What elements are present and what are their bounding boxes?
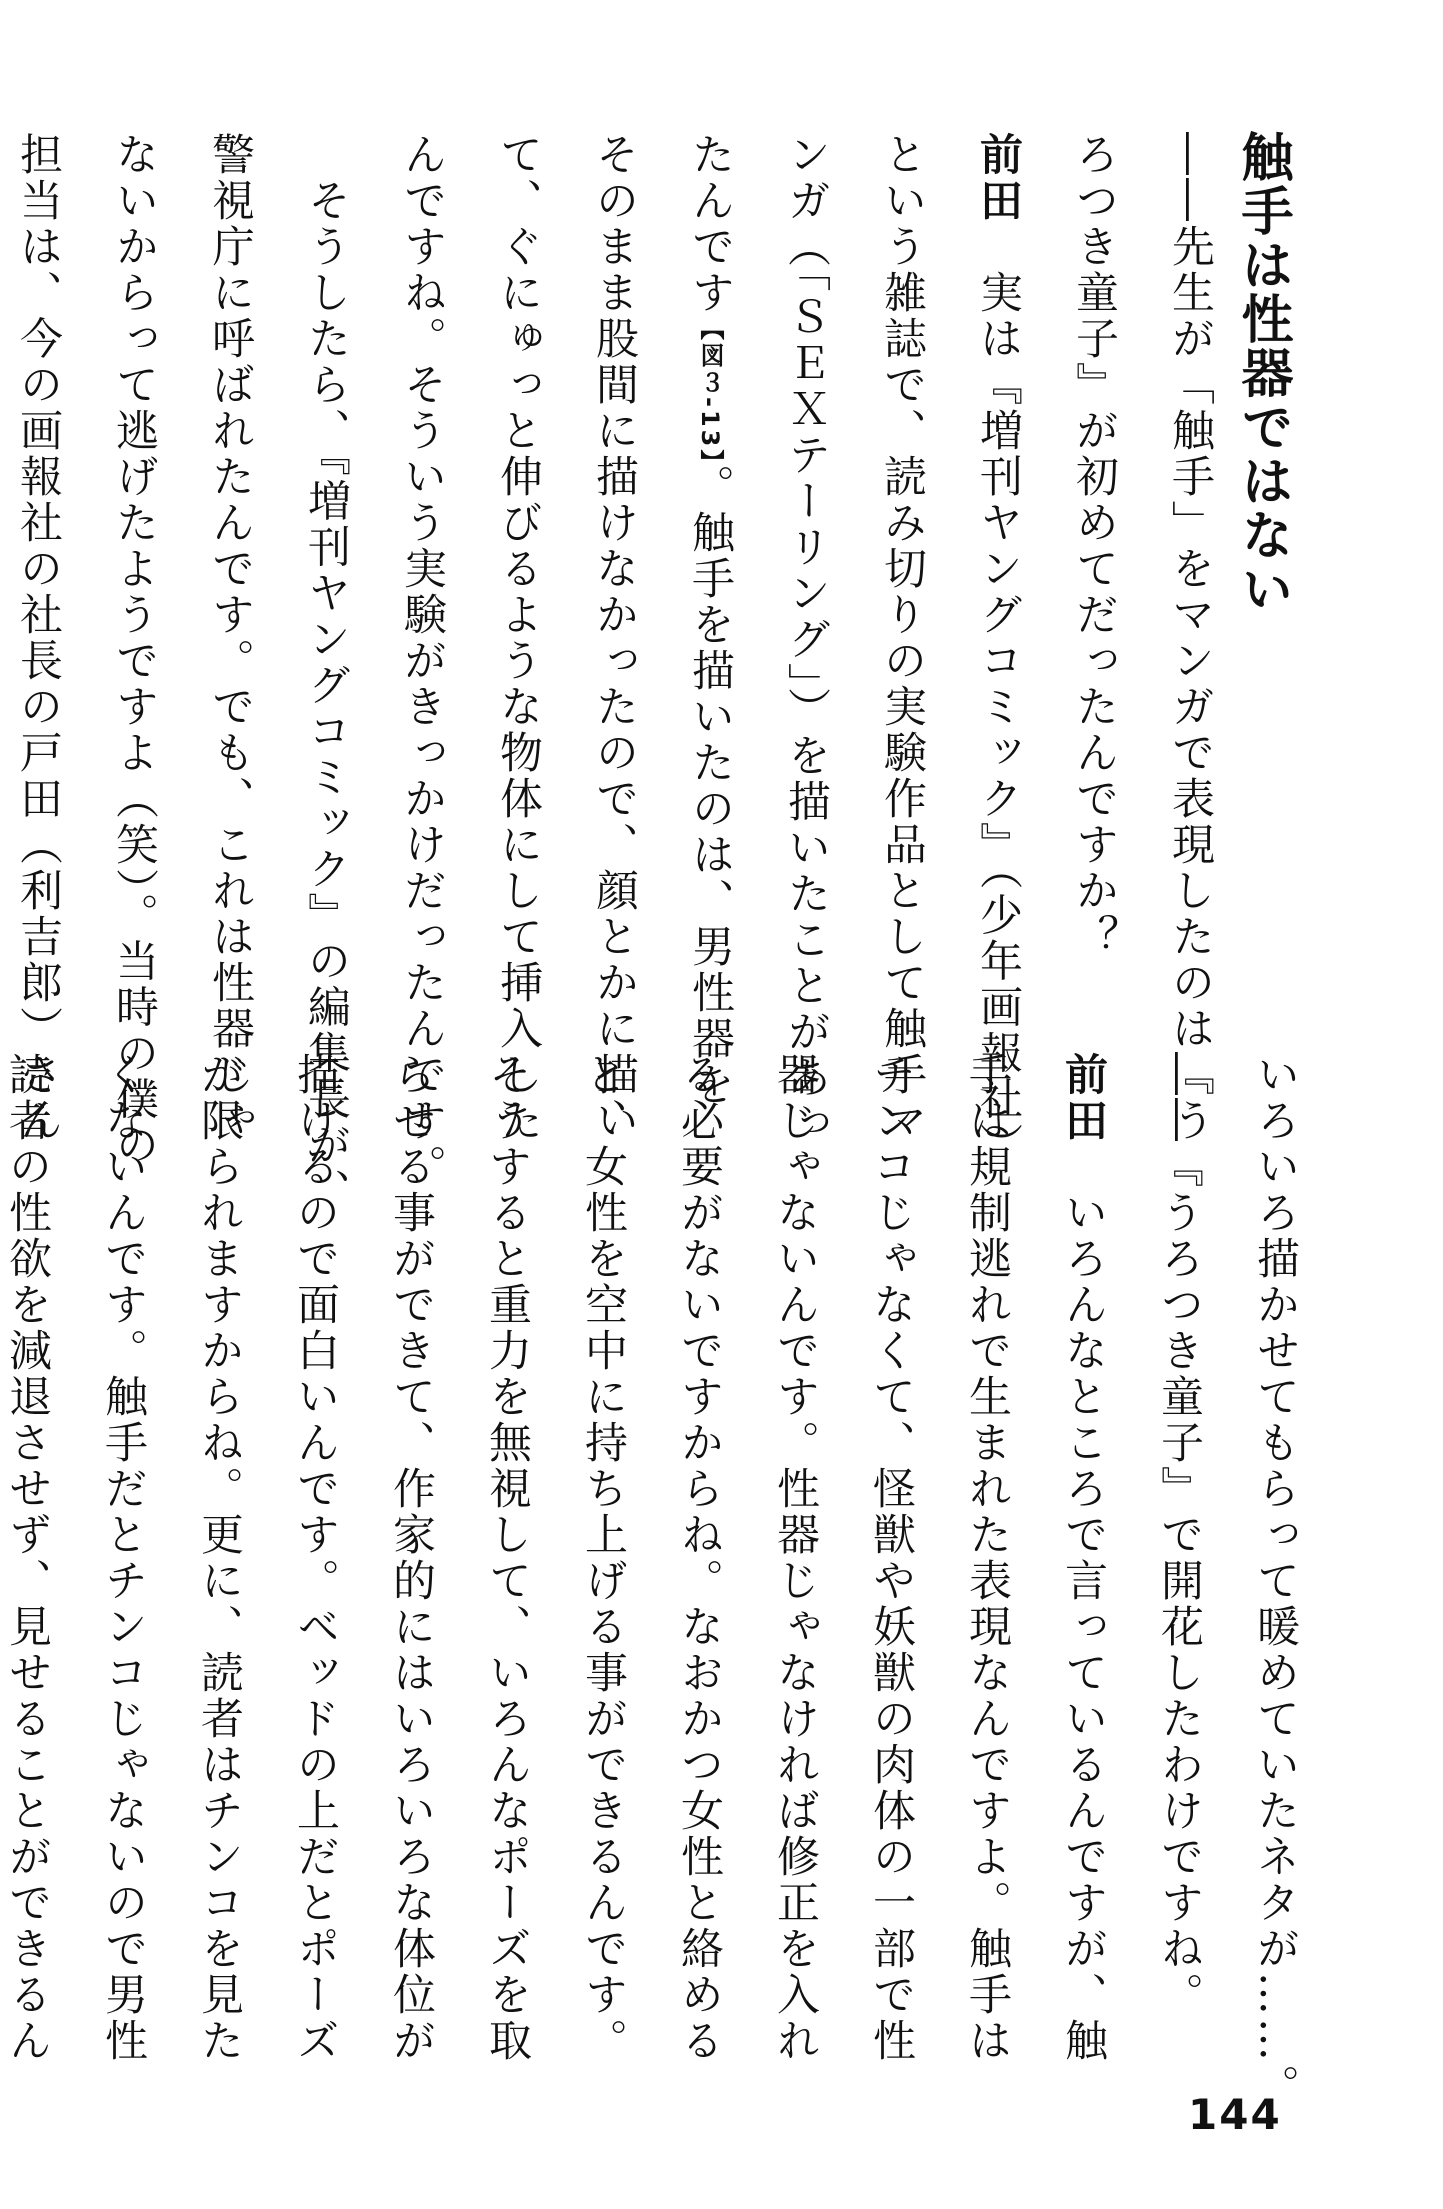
column-text: いろいろ描かせてもらって暖めていたネタが……。 [1250,1052,1300,2110]
column-text: んですね。そういう実験がきっかけだったんです。 [397,132,447,1190]
column-text: 実は『増刊ヤングコミック』（少年画報社） [973,224,1023,1169]
column-text: いろんなところで言っているんですが、触 [1058,1144,1108,2064]
column-text: ンガ（「ＳＥＸテーリング」）を描いたことがあっ [781,132,831,1147]
text-column [747,1052,843,2064]
text-column [75,1052,171,2064]
lower-text-block [0,1052,1323,2110]
text-column [1227,1052,1323,2110]
column-text: そのまま股間に描けなかったので、顔とかに描い [589,132,639,1144]
text-column [1046,132,1142,1032]
column-text: ――『うろつき童子』で開花したわけですね。 [1154,1052,1204,2018]
text-column [1035,1052,1131,2064]
text-column [566,132,662,1144]
column-text: ないからって逃げたようですよ（笑）。当時の僕の [109,132,159,1169]
text-column [470,132,566,1144]
text-column [950,132,1046,1169]
column-text: ろつき童子』が初めてだったんですか？ [1069,132,1119,960]
text-column [939,1052,1035,2064]
text-column [555,1052,651,2064]
column-text: る必要がないですからね。なおかつ女性と絡める [674,1052,724,2064]
column-text: 読者の性欲を減退させず、見せることができるん [2,1052,52,2064]
column-text: と、女性を空中に持ち上げる事ができるんです。 [578,1052,628,2064]
text-column [459,1052,555,2064]
text-column [171,1052,267,2064]
column-text: 警視庁に呼ばれたんです。でも、これは性器じゃ [205,132,255,1144]
text-column [0,1052,75,2064]
column-text: そうすると重力を無視して、いろんなポーズを取 [482,1052,532,2064]
column-text: 描けるので面白いんです。ベッドの上だとポーズ [290,1052,340,2064]
speaker-name: 前田 [1058,1052,1108,1144]
figure-reference: 【図３-13】 [696,316,724,465]
upper-text-block [0,132,1238,1215]
text-column [86,132,182,1169]
text-column [1142,132,1238,1144]
column-text: 器じゃないんです。性器じゃなければ修正を入れ [770,1052,820,2064]
text-column [0,132,86,1144]
column-text: という雑誌で、読み切りの実験作品として触手マ [877,132,927,1144]
column-text: らせる事ができて、作家的にはいろいろな体位が [386,1052,436,2064]
column-text: そうしたら、『増刊ヤングコミック』の編集長が、 [301,132,351,1215]
text-column [1131,1052,1227,2018]
column-text: チンコじゃなくて、怪獣や妖獣の肉体の一部で性 [866,1052,916,2064]
text-column [854,132,950,1144]
section-heading: 触手は性器ではない [1232,130,1292,616]
text-column [651,1052,747,2064]
speaker-name: 前田 [973,132,1023,224]
text-column [363,1052,459,2064]
column-text: たんです [685,132,735,316]
text-column [267,1052,363,2064]
column-text-continued: 。触手を描いたのは、男性器を [685,464,735,1109]
column-text: 担当は、今の画報社の社長の戸田（利吉郎）さん [13,132,63,1144]
text-column [278,132,374,1215]
page-number: 144 [1188,2090,1282,2139]
column-text: て、ぐにゅっと伸びるような物体にして挿入した [493,132,543,1144]
text-column [662,132,758,1109]
column-text: ――先生が「触手」をマンガで表現したのは『う [1165,132,1215,1144]
column-text: が限られますからね。更に、読者はチンコを見た [194,1052,244,2064]
column-text: くないんです。触手だとチンコじゃないので男性 [98,1052,148,2064]
text-column [843,1052,939,2064]
text-column [758,132,854,1147]
text-column [182,132,278,1144]
column-text: 手は規制逃れで生まれた表現なんですよ。触手は [962,1052,1012,2064]
text-column [374,132,470,1190]
